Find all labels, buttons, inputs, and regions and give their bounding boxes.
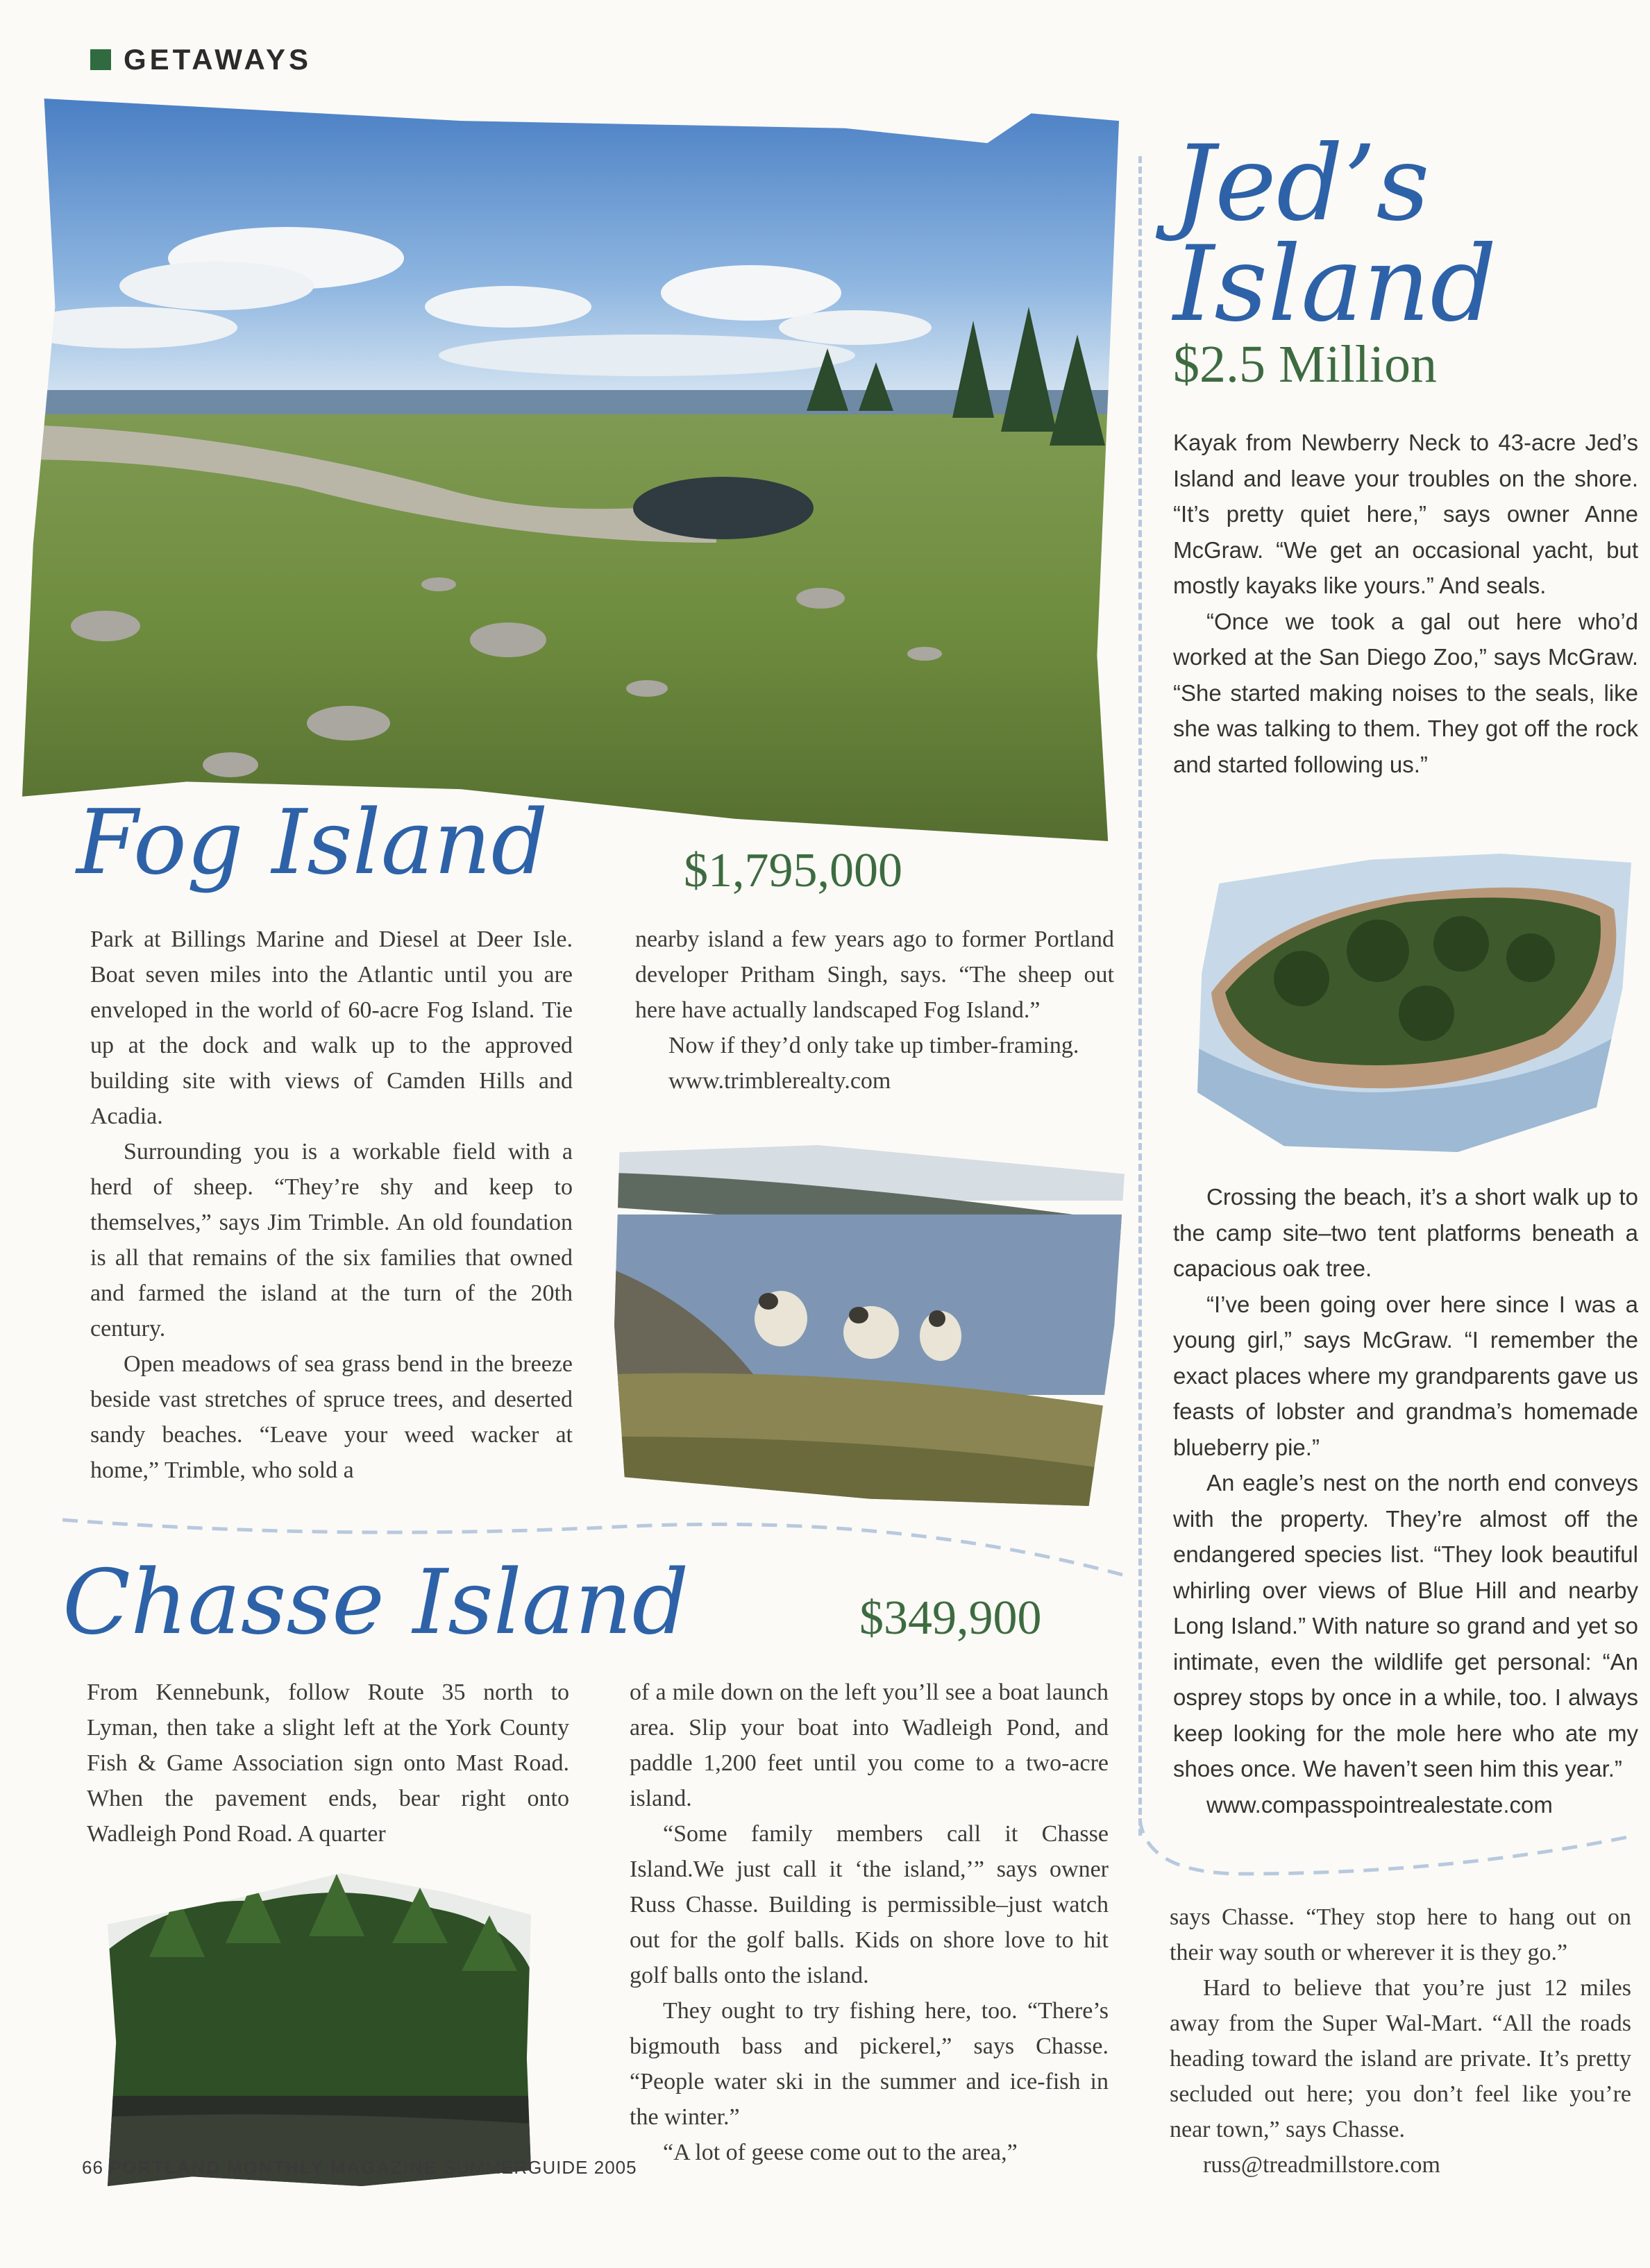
page-footer	[82, 2157, 637, 2178]
chasse-island-price: $349,900	[859, 1591, 1042, 1645]
fog-paragraph: Surrounding you is a workable field with a herd of sheep. “They’re shy and keep to themselves,” says Jim Trimble. An old foundation is all that remains of the six families that owned and farmed the island at the turn of the 20th century.	[90, 1139, 573, 1342]
chasse-paragraph: “Some family members call it Chasse Island.We just call it ‘the island,’” says owner Russ Chasse. Building is permissible–just watch out for the golf balls. Kids on shore love to hit golf balls onto the island.	[630, 1821, 1109, 1988]
chasse-island-col1	[87, 1675, 569, 1852]
jeds-paragraph: Crossing the beach, it’s a short walk up to the camp site–two tent platforms beneath a capacious oak tree.	[1173, 1184, 1638, 1281]
section-square-icon	[90, 49, 111, 70]
jeds-paragraph: “I’ve been going over here since I was a young girl,” says McGraw. “I remember the exact places where my grandparents gave us feasts of lobster and grandma’s homemade blueberry pie.”	[1173, 1291, 1638, 1460]
fog-island-title: Fog Island	[76, 791, 548, 895]
fog-paragraph: nearby island a few years ago to former Portland developer Pritham Singh, says. “The sheep out here have actually landscaped Fog Island.”	[635, 926, 1114, 1023]
fog-paragraph: Open meadows of sea grass bend in the breeze beside vast stretches of spruce trees, and deserted sandy beaches. “Leave your weed wacker at home,” Trimble, who sold a	[90, 1351, 573, 1483]
fog-island-col1	[90, 922, 573, 1488]
sheep-on-shore-photo	[614, 1145, 1125, 1506]
fog-island-price: $1,795,000	[684, 844, 902, 897]
jeds-paragraph: Kayak from Newberry Neck to 43-acre Jed’s Island and leave your troubles on the shore. “It’s pretty quiet here,” says owner Anne McGraw. “We get an occasional yacht, but mostly kayaks like yours.” And seals.	[1173, 430, 1638, 598]
fog-island-landscape-photo	[22, 99, 1119, 841]
chasse-link[interactable]: russ@treadmillstore.com	[1203, 2152, 1440, 2178]
jeds-paragraph: “Once we took a gal out here who’d worked at the San Diego Zoo,” says McGraw. “She started making noises to the seals, like she was talking to them. They got off the rock and started following us.”	[1173, 608, 1638, 777]
fog-island-col2	[635, 922, 1114, 1099]
chasse-paragraph: Hard to believe that you’re just 12 miles away from the Super Wal-Mart. “All the roads heading toward the island are private. It’s pretty secluded out here; you don’t feel like you’re near town,” says Chasse.	[1170, 1975, 1631, 2142]
dashed-curve-divider	[1138, 1818, 1638, 1895]
chasse-paragraph: They ought to try fishing here, too. “There’s bigmouth bass and pickerel,” says Chasse. “People water ski in the summer and ice-fish in the winter.”	[630, 1998, 1109, 2130]
chasse-island-trees-photo	[108, 1867, 531, 2186]
section-label	[90, 43, 312, 76]
jeds-island-aerial-photo	[1197, 854, 1631, 1152]
jeds-island-price: $2.5 Million	[1173, 335, 1438, 393]
jeds-island-title-line2: Island	[1173, 224, 1497, 345]
chasse-paragraph: of a mile down on the left you’ll see a boat launch area. Slip your boat into Wadleigh Pond, and paddle 1,200 feet until you come to a two-acre island.	[630, 1679, 1109, 1811]
chasse-island-col2	[630, 1675, 1109, 2170]
jeds-island-upper-text	[1173, 425, 1638, 782]
fog-link[interactable]: www.trimblerealty.com	[668, 1068, 891, 1094]
fog-paragraph: Park at Billings Marine and Diesel at Deer Isle. Boat seven miles into the Atlantic until you are enveloped in the world of 60-acre Fog Island. Tie up at the dock and walk up to the approved building site with views of Camden Hills and Acadia.	[90, 926, 573, 1129]
magazine-name: PORTLAND MONTHLY MAGAZINE	[109, 2157, 438, 2178]
jeds-island-title-line1: Jed’s	[1173, 124, 1430, 244]
section-label-text: GETAWAYS	[124, 43, 312, 76]
chasse-island-col3	[1170, 1899, 1631, 2183]
chasse-island-title: Chasse Island	[62, 1551, 689, 1655]
jeds-island-lower-text	[1173, 1179, 1638, 1822]
issue-name: SUMMERGUIDE 2005	[443, 2157, 637, 2178]
chasse-paragraph: “A lot of geese come out to the area,”	[663, 2140, 1018, 2165]
chasse-paragraph: From Kennebunk, follow Route 35 north to Lyman, then take a slight left at the York County Fish & Game Association sign onto Mast Road. When the pavement ends, bear right onto Wadleigh Pond Road. A quarter	[87, 1679, 569, 1847]
fog-paragraph: Now if they’d only take up timber-framing.	[668, 1033, 1079, 1058]
page-number: 66	[82, 2157, 103, 2178]
jeds-link[interactable]: www.compasspointrealestate.com	[1206, 1791, 1553, 1818]
jeds-paragraph: An eagle’s nest on the north end conveys with the property. They’re almost off the endangered species list. “They look beautiful whirling over views of Blue Hill and nearby Long Island.” With nature so grand and yet so intimate, even the wildlife get personal: “An osprey stops by once in a while, too. I always keep looking for the mole here who ate my shoes once. We haven’t seen him this year.”	[1173, 1470, 1638, 1782]
chasse-paragraph: says Chasse. “They stop here to hang out on their way south or wherever it is they go.”	[1170, 1904, 1631, 1965]
